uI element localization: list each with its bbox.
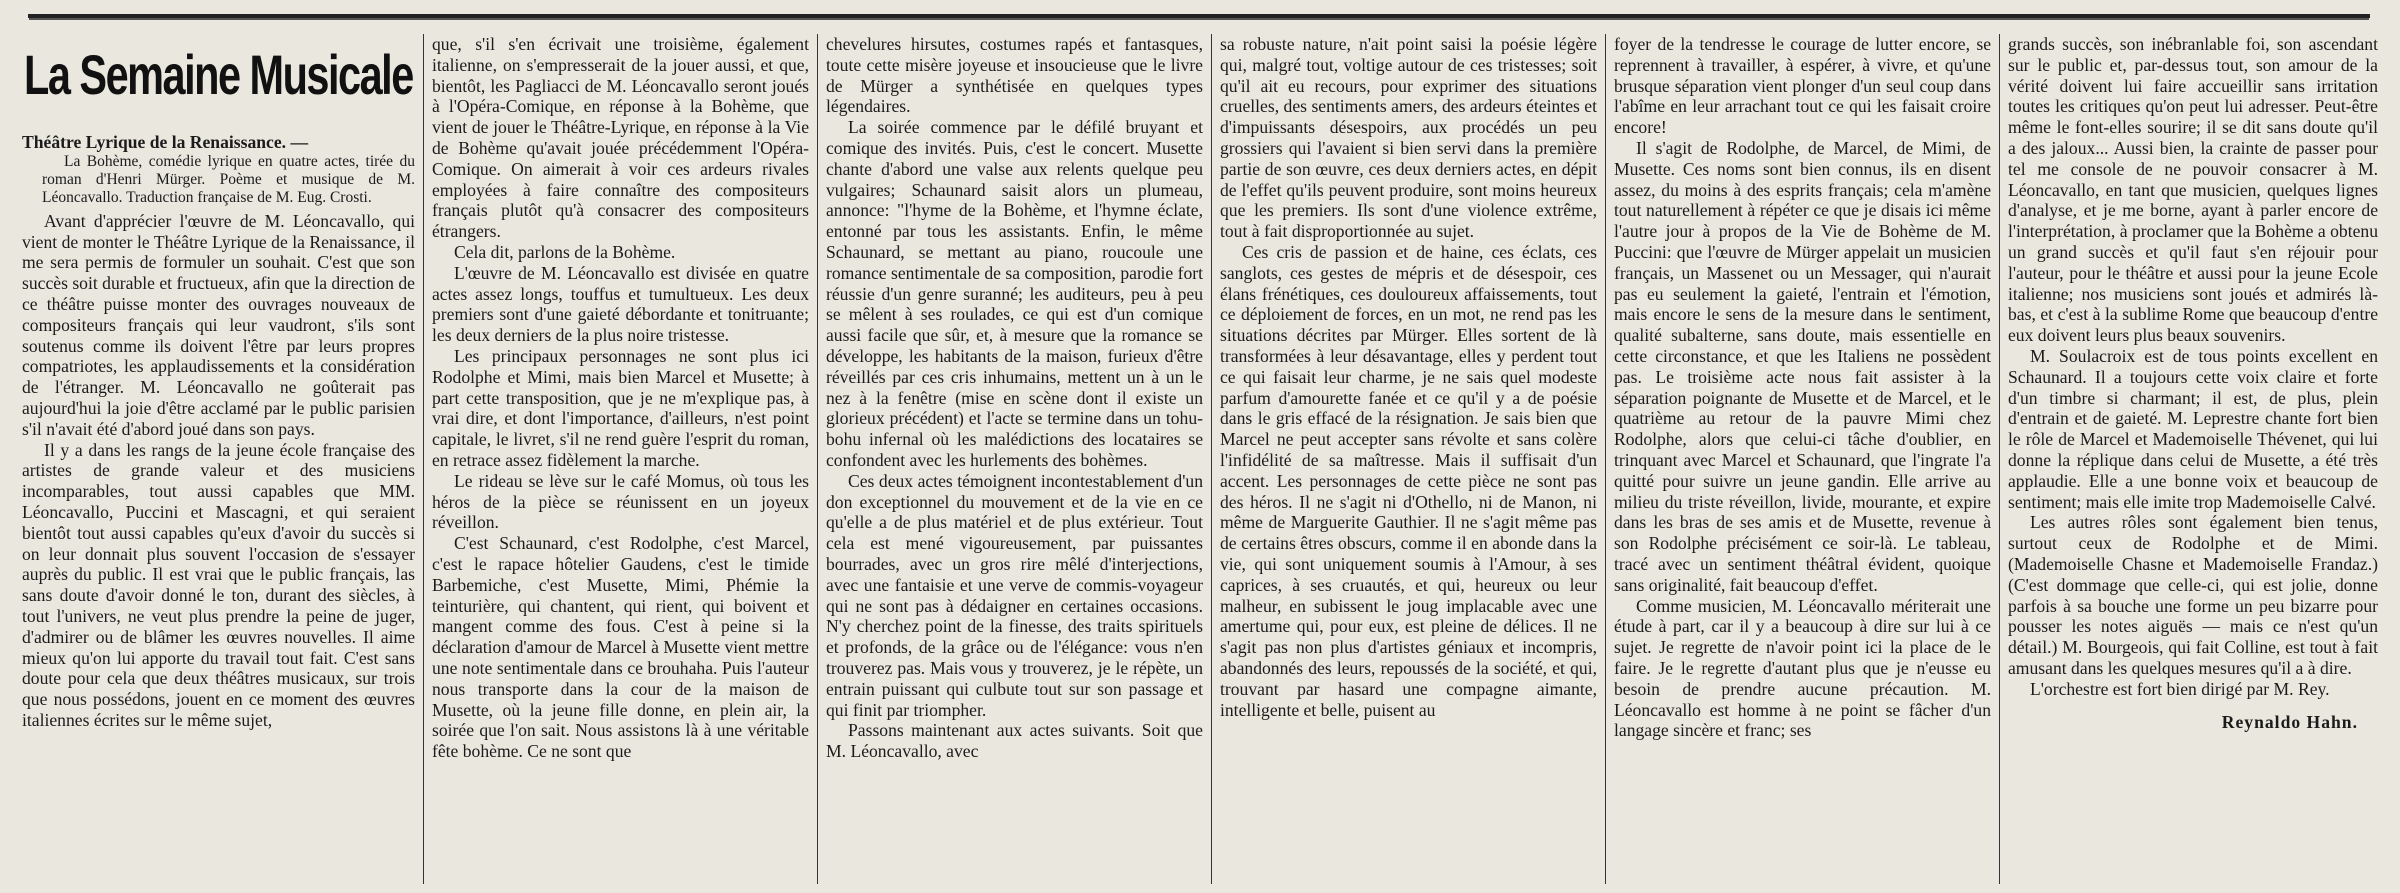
paragraph: L'orchestre est fort bien dirigé par M. Rey.: [2030, 678, 2330, 699]
performance-notice: [22, 132, 415, 207]
paragraph: Passons maintenant aux actes suivants. Soit que M. Léoncavallo, avec: [826, 720, 1203, 762]
paragraph: Cela dit, parlons de la Bohème.: [454, 241, 676, 262]
paragraph: Les autres rôles sont également bien tenus, surtout ceux de Rodolphe et de Mimi. (Mademoiselle Chasne et Mademoiselle Frandaz.) (C'est dommage que celle-ci, qui est jolie, donne parfois à sa bouche une forme un peu bizarre pour pousser les notes aiguës — mais ce n'est qu'un détail.) M. Bourgeois, qui fait Colline, est tout à fait amusant dans les quelques mesures qu'il a à dire.: [2008, 512, 2378, 678]
paragraph: C'est Schaunard, c'est Rodolphe, c'est Marcel, c'est le rapace hôtelier Gaudens, c'est le timide Barbemiche, c'est Musette, Mimi, Phémie la teinturière, qui chantent, qui rient, qui boivent et mangent comme des fous. C'est à peine si la déclaration d'amour de Marcel à Musette vient mettre une note sentimentale dans ce brouhaha. Puis l'auteur nous transporte dans la cour de la maison de Musette, où la jeune fille donne, en plein air, la soirée que l'on sait. Nous assistons là à une véritable fête bohème. Ce ne sont que: [432, 533, 809, 762]
column-2: [424, 34, 818, 884]
column-4: [1212, 34, 1606, 884]
top-rule: [28, 14, 2370, 18]
column-6: [2000, 34, 2386, 884]
paragraph: Les principaux personnages ne sont plus ici Rodolphe et Mimi, mais bien Marcel et Musette; à part cette transposition, que je ne m'explique pas, à vrai dire, et dont l'importance, d'ailleurs, n'est point capitale, le livret, s'il ne rend guère l'esprit du roman, en retrace assez fidèlement la marche.: [432, 345, 809, 470]
column-3: [818, 34, 1212, 884]
notice-detail: La Bohème, comédie lyrique en quatre actes, tirée du roman d'Henri Mürger. Poème et musique de M. Léoncavallo. Traduction française de M. Eug. Crosti.: [42, 152, 415, 206]
paragraph: Ces cris de passion et de haine, ces éclats, ces sanglots, ces gestes de mépris et de désespoir, ces élans frénétiques, ces douloureux affaissements, tout ce déploiement de forces, en un mot, ne rend pas les situations décrites par Mürger. Elles sortent de là transformées à leur désavantage, elles y perdent tout ce qui faisait leur charme, je ne sais quel modeste parfum d'amourette fanée et ce qu'il y a de poésie dans le gris effacé de la résignation. Je sais bien que Marcel ne peut accepter sans révolte et sans colère l'infidélité de sa maîtresse. Mais il suffisait d'un accent. Les personnages de cette pièce ne sont pas des héros. Il ne s'agit ni d'Othello, ni de Manon, ni même de Marguerite Gauthier. Il ne s'agit même pas de certains êtres obscurs, comme il en abonde dans la vie, qui sont uniquement soumis à l'Amour, à ses caprices, à ses cruautés, et qui, heureux ou leur malheur, en subissent le joug implacable avec une amertume qui, pour eux, est pleine de délices. Il ne s'agit pas non plus d'artistes géniaux et incompris, abandonnés des leurs, repoussés de la société, et qui, trouvant par hasard une compagne aimante, intelligente et belle, puisent au: [1220, 241, 1597, 720]
paragraph: Comme musicien, M. Léoncavallo mériterait une étude à part, car il y a beaucoup à dire sur lui à ce sujet. Je regrette de n'avoir point ici la place de le faire. Je le regrette d'autant plus que je n'eusse eu besoin de prendre aucune précaution. M. Léoncavallo est homme à ne point se fâcher d'un langage sincère et franc; ses: [1614, 595, 1991, 741]
paragraph: chevelures hirsutes, costumes rapés et fantasques, toute cette misère joyeuse et insoucieuse que le livre de Mürger a synthétisée en quelques types légendaires.: [826, 34, 1203, 117]
article: [14, 34, 2386, 884]
column-1: [14, 34, 424, 884]
paragraph: L'œuvre de M. Léoncavallo est divisée en quatre actes assez longs, touffus et tumultueux. Les deux premiers sont d'une gaieté débordante et tonitruante; les deux derniers de la plus noire tristesse.: [432, 262, 809, 346]
paragraph: grands succès, son inébranlable foi, son ascendant sur le public et, par-dessus tout, son amour de la vérité doivent lui faire accueillir sans irritation toutes les critiques qu'on peut lui adresser. Peut-être même le font-elles sourire; il se dit sans doute qu'il a des jaloux... Aussi bien, la crainte de passer pour tel me console de ne pouvoir consacrer à M. Léoncavallo, en tant que musicien, quelques lignes d'analyse, et je me borne, ayant à parler encore de l'interprétation, à proclamer que la Bohème a obtenu un grand succès et qu'il faut s'en réjouir pour l'auteur, pour le théâtre et aussi pour la jeune Ecole italienne; nos musiciens sont joués et admirés là-bas, et c'est à la sublime Rome que beaucoup d'entre eux doivent leurs plus beaux souvenirs.: [2008, 34, 2378, 346]
paragraph: Ces deux actes témoignent incontestablement d'un don exceptionnel du mouvement et de la vie en ce qu'elle a de plus matériel et de plus extérieur. Tout cela est mené vigoureusement, par puissantes bourrades, avec un gros rire mêlé d'interjections, avec une fantaisie et une verve de commis-voyageur qui ne sont pas à dédaigner en certaines occasions. N'y cherchez point de la finesse, des traits spirituels et profonds, de la grâce ou de l'élégance: vous n'en trouverez pas. Mais vous y trouverez, je le répète, un entrain puissant qui culbute tout sur son passage et qui finit par triompher.: [826, 470, 1203, 720]
paragraph: foyer de la tendresse le courage de lutter encore, se reprennent à travailler, à espérer, à vivre, et qu'une brusque séparation vient plonger d'un seul coup dans l'abîme en leur arrachant tout ce qui les faisait croire encore!: [1614, 34, 1991, 138]
paragraph: La soirée commence par le défilé bruyant et comique des invités. Puis, c'est le concert. Musette chante d'abord une valse aux relents quelque peu vulgaires; Schaunard saisit alors un plumeau, annonce: "l'hyme de la Bohème, et l'hymne éclate, entonné par tous les assistants. Enfin, le même Schaunard, se mettant au piano, roucoule une romance sentimentale de sa composition, parodie fort réussie d'un genre suranné; les auditeurs, peu à peu se mêlent à ses roulades, ce qui est d'un comique aussi facile que sûr, et, à mesure que la romance se développe, les habitants de la maison, furieux d'être réveillés par ces cris inhumains, mettent un à un le nez à la fenêtre (mise en scène dont il existe un glorieux précédent) et l'acte se termine dans un tohu-bohu infernal où les malédictions des locataires se confondent avec les hurlements des bohèmes.: [826, 117, 1203, 470]
column-5: [1606, 34, 2000, 884]
notice-venue: Théâtre Lyrique de la Renaissance. —: [22, 132, 309, 152]
signature: Reynaldo Hahn.: [2221, 711, 2358, 732]
paragraph: que, s'il s'en écrivait une troisième, également italienne, on s'empresserait de la jouer aussi, et que, bientôt, les Pagliacci de M. Léoncavallo seront joués à l'Opéra-Comique, en réponse à la Bohème, que vient de jouer le Théâtre-Lyrique, en réponse à la Vie de Bohème qu'avait jouée précédemment l'Opéra-Comique. On aimerait à voir ces ardeurs rivales employées à faire connaître des compositeurs français plutôt qu'à consacrer des compositeurs étrangers.: [432, 34, 809, 242]
paragraph: Il s'agit de Rodolphe, de Marcel, de Mimi, de Musette. Ces noms sont bien connus, ils en disent assez, du moins à des esprits français; cela m'amène tout naturellement à répéter ce que je disais ici même l'autre jour à propos de la Vie de Bohème de M. Puccini: que l'œuvre de Mürger appelait un musicien français, un Massenet ou un Messager, qui n'aurait pas eu seulement la gaieté, l'entrain et l'émotion, mais encore le sens de la mesure dans le sentiment, qualité subalterne, sans doute, mais essentielle en cette circonstance, et que les Italiens ne possèdent pas. Le troisième acte nous fait assister à la séparation poignante de Musette et de Marcel, et le quatrième au retour de la pauvre Mimi chez Rodolphe, alors que celui-ci tâche d'oublier, en trinquant avec Marcel et Schaunard, que l'ingrate l'a quitté pour suivre un jeune gandin. Elle arrive au milieu du triste réveillon, livide, mourante, et expire dans les bras de ses amis et de Musette, revenue à son Rodolphe précisément ce soir-là. Le tableau, tracé avec un sentiment théâtral évident, quoique sans originalité, fait beaucoup d'effet.: [1614, 137, 1991, 595]
paragraph: sa robuste nature, n'ait point saisi la poésie légère qui, malgré tout, voltige autour de ces tristesses; soit qu'il ait eu recours, pour exprimer des situations cruelles, des sentiments amers, des ardeurs éteintes et d'impuissants désespoirs, aux procédés un peu grossiers qui l'avaient si bien servi dans la première partie de son œuvre, ces deux derniers actes, en dépit de l'effet qu'ils peuvent produire, sont moins heureux que les premiers. Ils sont d'une violence extrême, tout à fait disproportionnée au sujet.: [1220, 34, 1597, 242]
paragraph: M. Soulacroix est de tous points excellent en Schaunard. Il a toujours cette voix claire et forte d'un timbre si charmant; il est, de plus, plein d'entrain et de gaieté. M. Leprestre chante fort bien le rôle de Marcel et Mademoiselle Thévenet, qui lui donne la réplique dans celui de Musette, a été très applaudie. Elle a une bonne voix et beaucoup de sentiment; mais elle imite trop Mademoiselle Calvé.: [2008, 345, 2378, 512]
headline: La Semaine Musicale: [24, 43, 413, 106]
paragraph: Il y a dans les rangs de la jeune école française des artistes de grande valeur et des musiciens incomparables, tout aussi capables que MM. Léoncavallo, Puccini et Mascagni, et qui seraient bientôt tout aussi capables qu'eux d'avoir du succès si on leur donnait plus souvent l'occasion de s'essayer auprès du public. Il est vrai que le public français, las sans doute d'avoir donné le ton, durant des siècles, à tout l'univers, ne veut plus prendre la peine de juger, d'admirer ou de blâmer les œuvres nouvelles. Il aime mieux qu'on lui apporte du travail tout fait. C'est sans doute pour cela que deux théâtres musicaux, sur trois que nous possédons, jouent en ce moment des œuvres italiennes écrites sur le même sujet,: [22, 439, 415, 730]
paragraph: Le rideau se lève sur le café Momus, où tous les héros de la pièce se réunissent en un joyeux réveillon.: [432, 470, 809, 533]
paragraph: Avant d'apprécier l'œuvre de M. Léoncavallo, qui vient de monter le Théâtre Lyrique de la Renaissance, il me sera permis de formuler un souhait. C'est que son succès soit durable et fructueux, afin que la direction de ce théâtre puisse monter des ouvrages nouveaux de compositeurs français qui leur vaudront, s'ils sont soutenus comme ils doivent l'être par leurs propres compatriotes, les applaudissements et la considération de l'étranger. M. Léoncavallo ne goûterait pas aujourd'hui la joie d'être acclamé par le public parisien s'il n'avait été d'abord joué dans son pays.: [22, 210, 415, 439]
